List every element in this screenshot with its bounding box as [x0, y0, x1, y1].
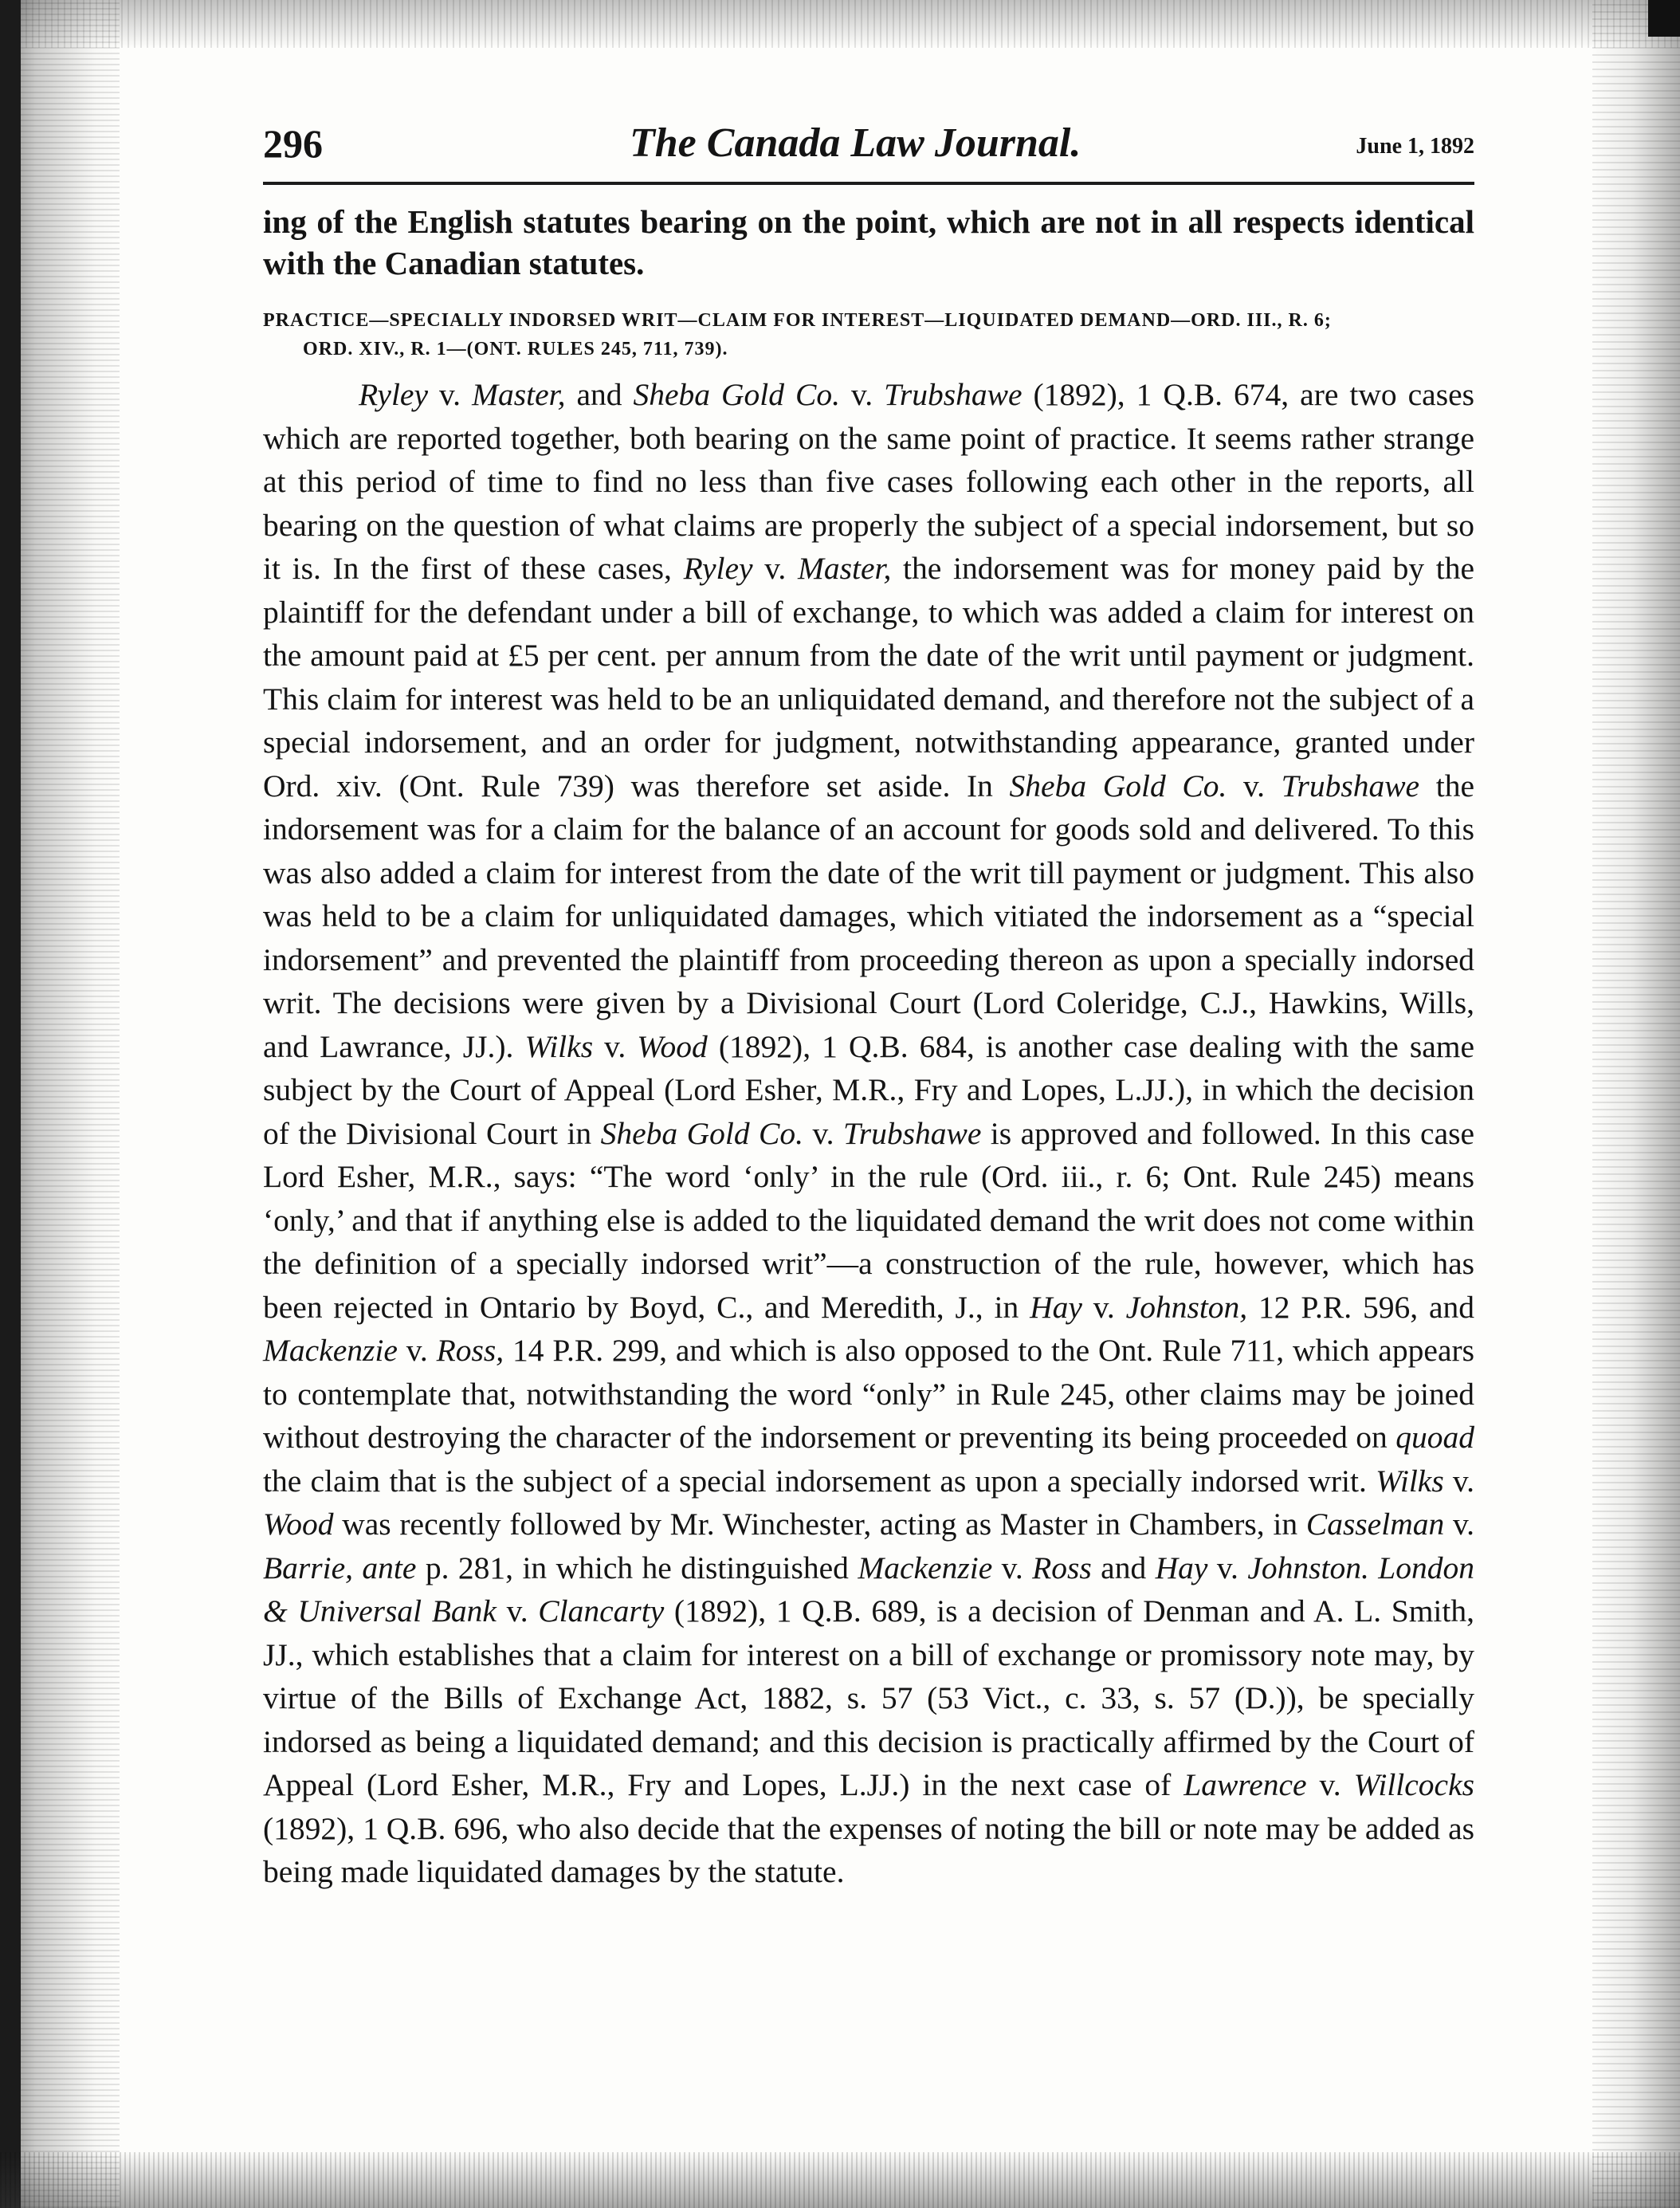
case-name: Hay	[1030, 1289, 1082, 1325]
case-name: Wood	[637, 1028, 708, 1064]
body-text-segment: was recently followed by Mr. Winchester, acting as Master in Chambers, in	[333, 1507, 1306, 1542]
body-text-segment: (1892), 1 Q.B. 696, who also decide that the expenses of noting the bill or note may be added as being made liquidated damages by the statute.	[263, 1810, 1474, 1889]
case-name: Barrie, ante	[263, 1550, 417, 1585]
section-heading-line-2: ORD. XIV., R. 1—(ONT. RULES 245, 711, 739).	[303, 339, 728, 359]
case-name: Wilks	[524, 1028, 594, 1064]
latin-term: quoad	[1395, 1420, 1474, 1455]
body-text-segment: v.	[1306, 1767, 1354, 1802]
case-name: Sheba Gold Co.	[633, 377, 841, 412]
case-name: Hay	[1155, 1550, 1208, 1585]
body-text-segment: 14 P.R. 299, and which is also opposed to the Ont. Rule 711, which appears to contemplate that, notwithstanding the word “only” in Rule 245, other claims may be joined without destroying the character of the indorsement or preventing its being proceeded on	[263, 1333, 1475, 1455]
body-text-segment: v.	[992, 1550, 1033, 1585]
section-heading	[263, 306, 1474, 363]
page-header	[263, 112, 1474, 175]
body-text-segment: v.	[840, 377, 885, 412]
body-text-segment: and	[565, 377, 634, 412]
body-text-segment: (1892), 1 Q.B. 684, is another case dealing with the same subject by the Court of Appeal (Lord Esher, M.R., Fry and Lopes, L.JJ.), in which the decision of the Divisional Court in	[263, 1028, 1475, 1151]
body-text-segment: v.	[803, 1115, 843, 1151]
scan-corner	[1648, 0, 1680, 37]
body-paragraph	[263, 373, 1474, 1894]
case-name: Trubshawe	[842, 1115, 982, 1151]
case-name: Master,	[797, 551, 892, 586]
case-name: Ryley	[683, 551, 753, 586]
section-heading-line-1: PRACTICE—SPECIALLY INDORSED WRIT—CLAIM FOR INTEREST—LIQUIDATED DEMAND—ORD. III., R. 6;	[263, 310, 1332, 331]
body-text-segment: v.	[1081, 1289, 1126, 1325]
body-text-segment: v.	[397, 1333, 437, 1368]
body-text-segment: v.	[428, 377, 473, 412]
issue-date: June 1, 1892	[1356, 134, 1474, 159]
case-name: Trubshawe	[1281, 768, 1420, 803]
body-text-segment: is approved and followed. In this case Lord Esher, M.R., says: “The word ‘only’ in the rule (Ord. iii., r. 6; Ont. Rule 245) means ‘only,’ and that if anything else is added to the liquidated demand the writ does not come within the definition of a specially indorsed writ”—a construction of the rule, however, which has been rejected in Ontario by Boyd, C., and Meredith, J., in	[263, 1115, 1475, 1325]
case-name: Clancarty	[538, 1593, 665, 1628]
case-name: Johnston,	[1125, 1289, 1248, 1325]
case-name: Casselman	[1305, 1507, 1445, 1542]
body-text-segment: v.	[593, 1028, 638, 1064]
case-name: Master,	[472, 377, 566, 412]
case-name: Wilks	[1376, 1463, 1444, 1499]
body-text-segment: (1892), 1 Q.B. 674, are two cases which are reported together, both bearing on the same point of practice. It seems rather strange at this period of time to find no less than five cases following each other in the reports, all bearing on the question of what claims are properly the subject of a special indorsement, but so it is. In the first of these cases,	[263, 377, 1474, 586]
journal-title: The Canada Law Journal.	[630, 120, 1081, 166]
body-text-segment: (1892), 1 Q.B. 689, is a decision of Denman and A. L. Smith, JJ., which establishes that a claim for interest on a bill of exchange or promissory note may, by virtue of the Bills of Exchange Act, 1882, s. 57 (53 Vict., c. 33, s. 57 (D.)), be specially indorsed as being a liquidated demand; and this decision is practically affirmed by the Court of Appeal (Lord Esher, M.R., Fry and Lopes, L.JJ.) in the next case of	[263, 1593, 1475, 1802]
case-name: Ross	[1032, 1550, 1092, 1585]
body-text-segment: 12 P.R. 596, and	[1247, 1289, 1474, 1325]
body-text-segment: the claim that is the subject of a special indorsement as upon a specially indorsed writ.	[263, 1463, 1376, 1499]
case-name: Mackenzie	[858, 1550, 993, 1585]
scan-edge-top	[0, 0, 1680, 48]
lead-paragraph: ing of the English statutes bearing on the point, which are not in all respects identical with the Canadian statutes.	[263, 203, 1474, 281]
case-name: Wood	[263, 1507, 334, 1542]
body-text-segment: v.	[1207, 1550, 1248, 1585]
scan-edge-bottom	[0, 2152, 1680, 2208]
body-text-segment: the indorsement was for money paid by the plaintiff for the defendant under a bill of exchange, to which was added a claim for interest on the amount paid at £5 per cent. per annum from the date of the writ until payment or judgment. This claim for interest was held to be an unliquidated demand, and therefore not the subject of a special indorsement, and an order for judgment, notwithstanding appearance, granted under Ord. xiv. (Ont. Rule 739) was therefore set aside. In	[263, 551, 1474, 803]
body-text-segment: v.	[1443, 1463, 1474, 1499]
body-text-segment: v.	[1227, 768, 1282, 803]
scan-edge-right	[1592, 0, 1680, 2208]
case-name: Lawrence	[1183, 1767, 1307, 1802]
case-name: Ross,	[436, 1333, 504, 1368]
body-text-segment: v.	[752, 551, 798, 586]
case-name: Mackenzie	[263, 1333, 398, 1368]
body-text-segment: and	[1091, 1550, 1156, 1585]
case-name: Willcocks	[1353, 1767, 1474, 1802]
body-text-segment: v.	[496, 1593, 539, 1628]
body-text-segment: p. 281, in which he distinguished	[416, 1550, 858, 1585]
case-name: Trubshawe	[884, 377, 1023, 412]
page-number: 296	[263, 121, 323, 166]
scan-edge-left-bar	[0, 0, 21, 2208]
case-name: Johnston. London & Universal Bank	[263, 1550, 1474, 1628]
body-text-segment: the indorsement was for a claim for the balance of an account for goods sold and delivered. To this was also added a claim for interest from the date of the writ till payment or judgment. This also was held to be a claim for unliquidated damages, which vitiated the indorsement as a “special indorsement” and prevented the plaintiff from proceeding thereon as upon a specially indorsed writ. The decisions were given by a Divisional Court (Lord Coleridge, C.J., Hawkins, Wills, and Lawrance, JJ.).	[263, 768, 1474, 1064]
case-name: Sheba Gold Co.	[1009, 768, 1227, 803]
page-content	[263, 201, 1474, 1894]
header-rule	[263, 182, 1474, 185]
case-name: Sheba Gold Co.	[600, 1115, 804, 1151]
scan-edge-left	[0, 0, 120, 2208]
body-text-segment: v.	[1444, 1507, 1474, 1542]
case-name: Ryley	[359, 377, 428, 412]
